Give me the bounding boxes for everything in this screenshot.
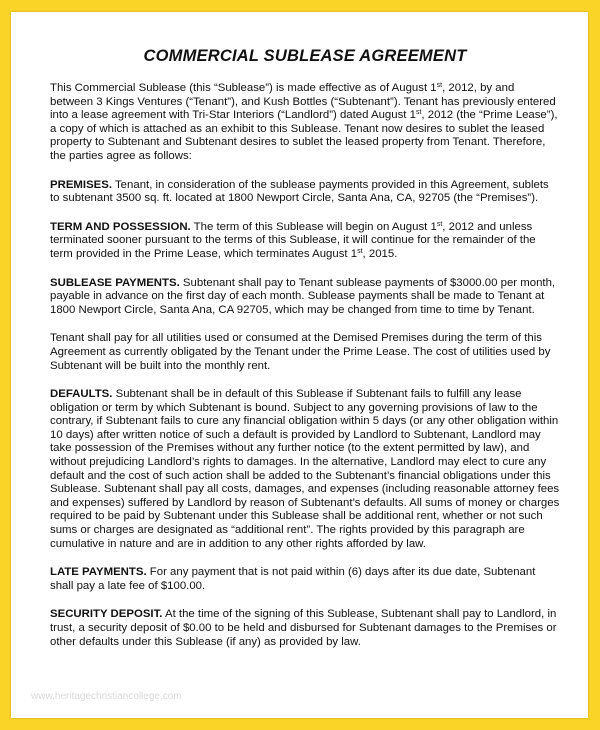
term-sup-2: st — [357, 247, 363, 255]
defaults-paragraph — [50, 388, 560, 551]
utilities-paragraph — [50, 332, 560, 373]
intro-sup-1: st — [436, 82, 443, 89]
term-text-2: , 2012 and unless terminated sooner pursuant to the terms of this Sublease, it will continue for the remainder of the term provided in the Prime Lease, which terminates August 1 — [50, 220, 536, 260]
late-payments-paragraph — [50, 566, 560, 593]
intro-text-3: , 2012 (the “Prime Lease”), a copy of which is attached as an exhibit to this Sublease. Tenant now desires to sublet the leased property to Subtenant and Subtenant desires to sublet the leased property from Tenant. Therefore, the parties agree as follows: — [50, 109, 558, 162]
document-title: COMMERCIAL SUBLEASE AGREEMENT — [143, 47, 467, 65]
payments-paragraph — [50, 277, 560, 318]
payments-text: Subtenant shall pay to Tenant sublease payments of $3000.00 per month, payable in advance on the first day of each month. Sublease payments shall be made to Tenant at 1800 Newport Circle, Santa Ana, CA 92705, which may be changed from time to time by Tenant. — [50, 276, 556, 316]
late-payments-text: For any payment that is not paid within (6) days after its due date, Subtenant shall pay a late fee of $100.00. — [50, 566, 536, 592]
term-text-3: , 2015. — [362, 247, 398, 260]
watermark-text: www.heritagechristiancollege.com — [31, 691, 182, 702]
term-sup-1: st — [436, 220, 443, 228]
defaults-heading: DEFAULTS. — [50, 388, 113, 401]
security-deposit-heading: SECURITY DEPOSIT. — [50, 608, 163, 621]
term-paragraph — [50, 221, 560, 262]
premises-text: Tenant, in consideration of the sublease payments provided in this Agreement, sublets to subtenant 3500 sq. ft. located at 1800 Newport Circle, Santa Ana, CA, 92705 (the “Premises”). — [50, 178, 549, 205]
security-deposit-text: At the time of the signing of this Sublease, Subtenant shall pay to Landlord, in trust, a security deposit of $0.00 to be held and disbursed for Subtenant damages to the Premises or other defaults under this Sublease (if any) as provided by law. — [50, 608, 557, 648]
utilities-text: Tenant shall pay for all utilities used or consumed at the Demised Premises during the term of this Agreement as currently obligated by the Tenant under the Prime Lease. The cost of utilities used by Subtenant will be built into the monthly rent. — [50, 332, 551, 372]
intro-text-1: This Commercial Sublease (this “Sublease”) is made effective as of August 1 — [50, 82, 437, 94]
term-heading: TERM AND POSSESSION. — [50, 220, 191, 233]
intro-paragraph — [50, 82, 560, 164]
premises-heading: PREMISES. — [50, 178, 113, 191]
defaults-text: Subtenant shall be in default of this Sublease if Subtenant fails to fulfill any lease obligation or term by which Subtenant is bound. Subject to any governing provisions of law to the contrary, if Subtenant fails to cure any financial obligation within 5 days (or any other obligation within 10 days) after written notice of such a default is provided by Landlord to Subtenant, Landlord may take possession of the Premises without any further notice (to the extent permitted by law), and without prejudicing Landlord’s rights to damages. In the alternative, Landlord may elect to cure any default and the cost of such action shall be added to the Subtenant’s financial obligations under this Sublease. Subtenant shall pay all costs, damages, and expenses (including reasonable attorney fees and expenses) suffered by Landlord by reason of Subtenant’s defaults. All sums of money or charges required to be paid by Subtenant under this Sublease shall be additional rent, whether or not such sums or charges are designated as “additional rent”. The rights provided by this paragraph are cumulative in nature and are in addition to any other rights afforded by law. — [50, 388, 560, 550]
intro-sup-2: st — [415, 109, 422, 117]
security-deposit-paragraph — [50, 608, 560, 649]
document-page — [11, 12, 588, 718]
payments-heading: SUBLEASE PAYMENTS. — [50, 276, 180, 289]
document-body — [50, 12, 560, 649]
late-payments-heading: LATE PAYMENTS. — [50, 566, 147, 579]
premises-paragraph — [50, 179, 560, 206]
term-text-1: The term of this Sublease will begin on August 1 — [190, 220, 437, 233]
intro-text-2: , 2012, by and between 3 Kings Ventures (“Tenant”), and Kush Bottles (“Subtenant”). Tenant has previously entered into a lease agreement with Tri-Star Interiors (“Landlord”) dated August 1 — [50, 82, 556, 122]
